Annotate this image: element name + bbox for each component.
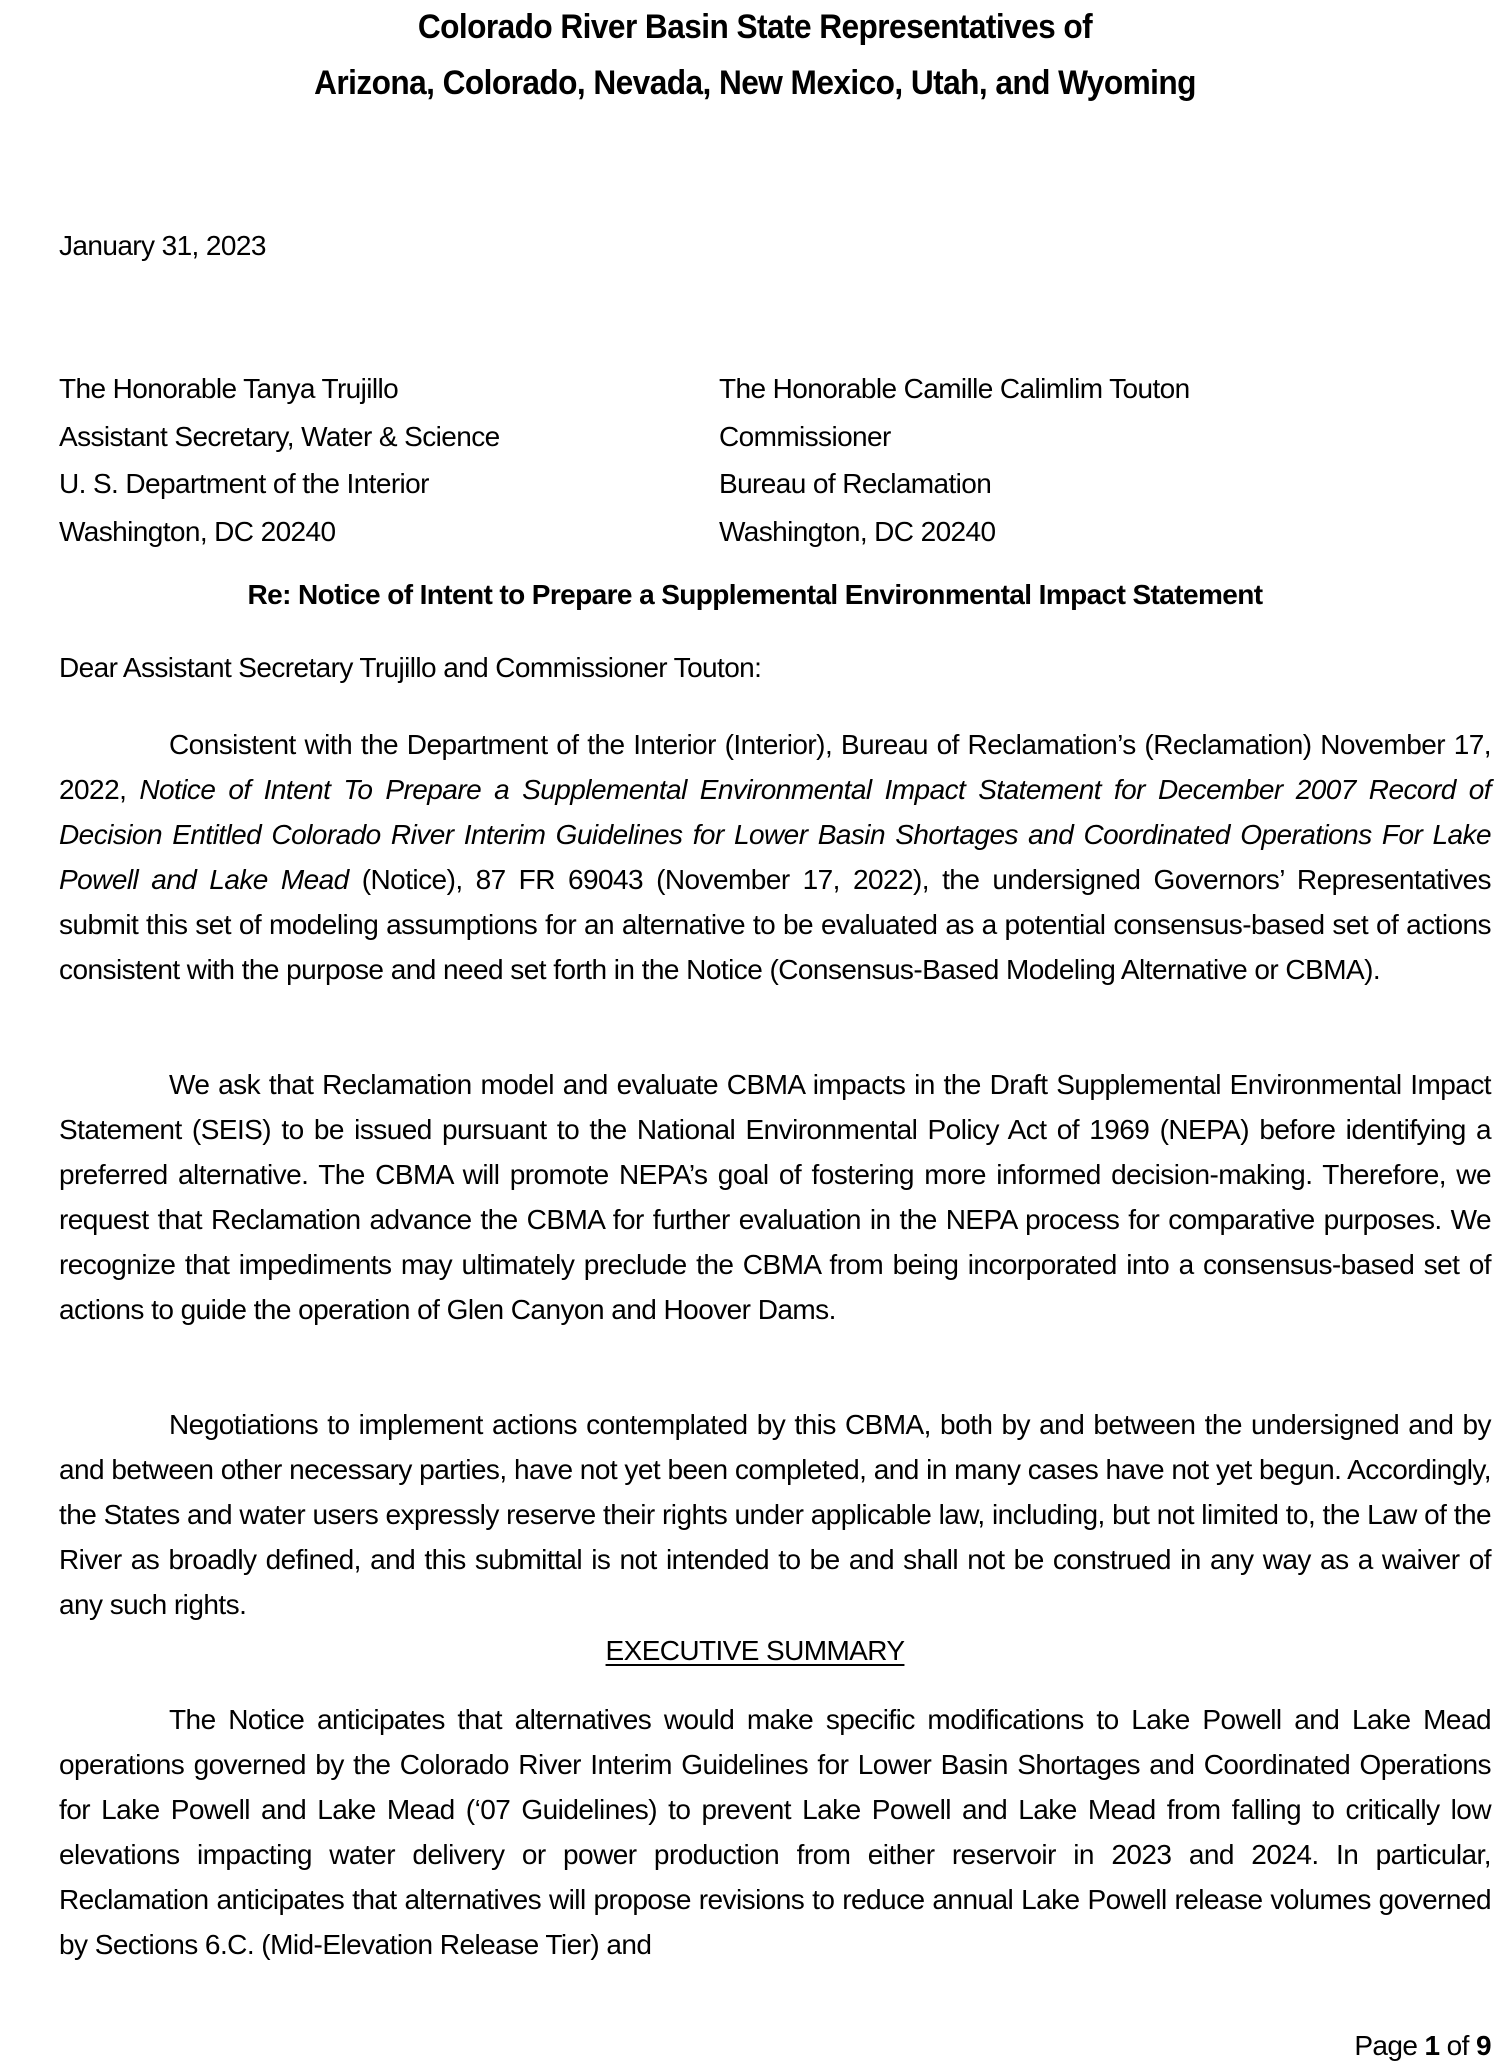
document-title-line-2: Arizona, Colorado, Nevada, New Mexico, Utah, and Wyoming [314,64,1196,102]
recipient-address-1 [59,365,500,555]
recipient-city: Washington, DC 20240 [59,515,336,547]
paragraph-intro-text-1: Consistent with the Department of the Interior (Interior), Bureau of Reclamation’s (Reclamation) November 17, 2022, [59,729,1491,805]
recipient-city: Washington, DC 20240 [719,515,996,547]
page-of-label: of [1439,2030,1477,2061]
letter-date: January 31, 2023 [59,230,266,261]
notice-title-italic: Notice of Intent To Prepare a Supplemental Environmental Impact Statement for December 2007 Record of Decision Entitled Colorado River Interim Guidelines for Lower Basin Shortages and Coordinated Operations For Lake Powell and Lake Mead [59,774,1491,895]
document-title-line-1: Colorado River Basin State Representatives of [417,8,1093,46]
paragraph-executive-summary [59,1697,1491,1967]
paragraph-reservation [59,1402,1491,1627]
salutation: Dear Assistant Secretary Trujillo and Commissioner Touton: [59,652,762,683]
recipient-title: Assistant Secretary, Water & Science [59,420,500,452]
paragraph-reservation-text: Negotiations to implement actions contemplated by this CBMA, both by and between the undersigned and by and between other necessary parties, have not yet been completed, and in many cases have not yet begun. Accordingly, the States and water users expressly reserve their rights under applicable law, including, but not limited to, the Law of the River as broadly defined, and this submittal is not intended to be and shall not be construed in any way as a waiver of any such rights. [59,1409,1491,1620]
page-label: Page [1354,2030,1425,2061]
recipient-title: Commissioner [719,420,891,452]
page-number [1354,2030,1491,2062]
executive-summary-heading: EXECUTIVE SUMMARY [605,1635,905,1666]
recipient-name: The Honorable Tanya Trujillo [59,373,399,404]
current-page: 1 [1424,2030,1440,2061]
recipient-organization: U. S. Department of the Interior [59,468,429,499]
subject-line: Re: Notice of Intent to Prepare a Supplemental Environmental Impact Statement [247,579,1263,610]
total-pages: 9 [1476,2030,1491,2061]
paragraph-intro-text-2: (Notice), 87 FR 69043 (November 17, 2022), the undersigned Governors’ Representatives submit this set of modeling assumptions for an alternative to be evaluated as a potential consensus-based set of actions consistent with the purpose and need set forth in the Notice (Consensus-Based Modeling Alternative or CBMA). [59,864,1491,985]
paragraph-intro [59,722,1491,992]
paragraph-executive-summary-text: The Notice anticipates that alternatives would make specific modifications to Lake Powell and Lake Mead operations governed by the Colorado River Interim Guidelines for Lower Basin Shortages and Coordinated Operations for Lake Powell and Lake Mead (‘07 Guidelines) to prevent Lake Powell and Lake Mead from falling to critically low elevations impacting water delivery or power production from either reservoir in 2023 and 2024. In particular, Reclamation anticipates that alternatives will propose revisions to reduce annual Lake Powell release volumes governed by Sections 6.C. (Mid-Elevation Release Tier) and [59,1704,1491,1960]
section-heading [0,1635,1510,1667]
paragraph-request [59,1062,1491,1332]
paragraph-request-text: We ask that Reclamation model and evaluate CBMA impacts in the Draft Supplemental Environmental Impact Statement (SEIS) to be issued pursuant to the National Environmental Policy Act of 1969 (NEPA) before identifying a preferred alternative. The CBMA will promote NEPA’s goal of fostering more informed decision-making. Therefore, we request that Reclamation advance the CBMA for further evaluation in the NEPA process for comparative purposes. We recognize that impediments may ultimately preclude the CBMA from being incorporated into a consensus-based set of actions to guide the operation of Glen Canyon and Hoover Dams. [59,1069,1491,1325]
recipient-organization: Bureau of Reclamation [719,468,992,499]
recipient-address-2 [719,365,1190,555]
recipient-name: The Honorable Camille Calimlim Touton [719,373,1190,404]
